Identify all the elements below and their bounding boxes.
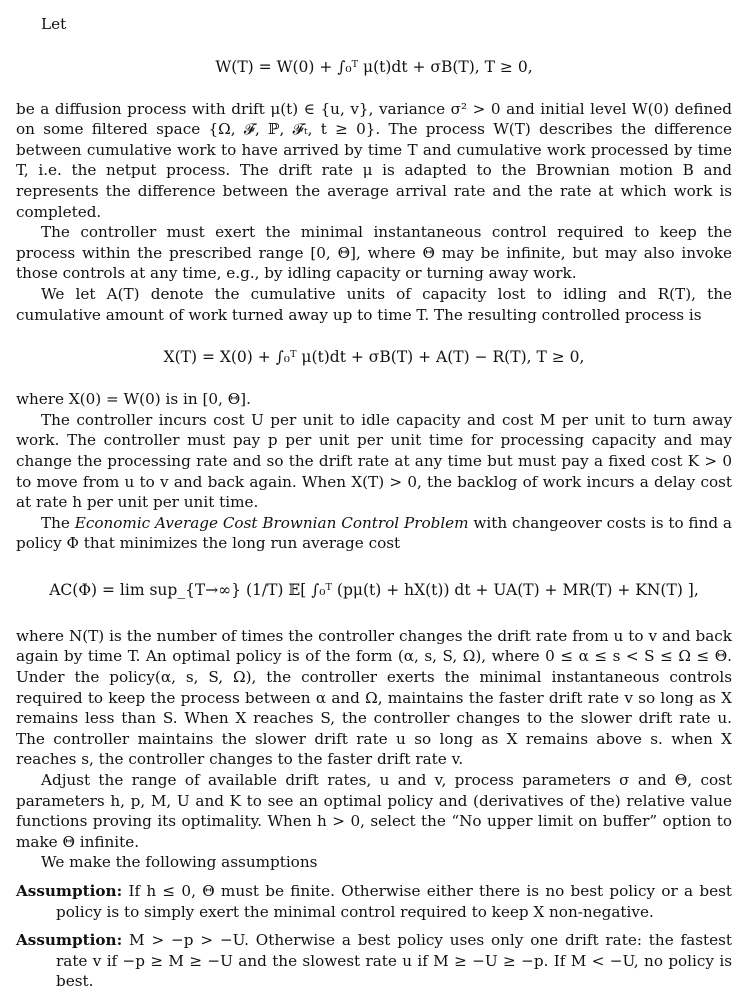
assumption-2-label: Assumption: (16, 931, 123, 950)
intro-text: Let (41, 15, 67, 33)
paragraph-assumptions-intro: We make the following assumptions (41, 853, 318, 872)
equation-x: X(T) = X(0) + ∫₀ᵀ μ(t)dt + σB(T) + A(T) − R(T), T ≥ 0, (163, 348, 585, 367)
paragraph-diffusion: be a diffusion process with drift μ(t) ∈ {u, v}, variance σ² > 0 and initial level W(0) defined on some filtered space {Ω, 𝓕, ℙ, 𝓕ₜ, t ≥ 0}. The process W(T) describes the difference between cumulative work to have arrived by time T and cumulative work processed by time T, i.e. the netput process. The drift rate μ is adapted to the Brownian motion B and represents the difference between the average arrival rate and the rate at which work is completed. (16, 99, 732, 221)
paragraph-policy: where N(T) is the number of times the controller changes the drift rate from u to v and back again by time T. An optimal policy is of the form (α, s, S, Ω), where 0 ≤ α ≤ s < S ≤ Ω ≤ Θ. Under the policy(α, s, S, Ω), the controller exerts the minimal instantaneous controls required to keep the process between α and Ω, maintains the faster drift rate v so long as X remains less than S. When X reaches S, the controller changes to the slower drift rate u. The controller maintains the slower drift rate u so long as X remains above s. when X reaches s, the controller changes to the faster drift rate v. (16, 626, 732, 769)
assumption-1 (16, 881, 732, 922)
paragraph-controller: The controller must exert the minimal instantaneous control required to keep the process within the prescribed range [0, Θ], where Θ may be infinite, but may also invoke those controls at any time, e.g., by idling capacity or turning away work. (16, 223, 732, 283)
paragraph-initial: where X(0) = W(0) is in [0, Θ]. (16, 390, 251, 409)
assumption-2 (16, 930, 732, 992)
problem-pre: The (41, 513, 75, 532)
paragraph-adjust: Adjust the range of available drift rates, u and v, process parameters σ and Θ, cost parameters h, p, M, U and K to see an optimal policy and (derivatives of the) relative value functions proving its optimality. When h > 0, select the “No upper limit on buffer” option to make Θ infinite. (16, 771, 732, 851)
paragraph-controlled-process: We let A(T) denote the cumulative units of capacity lost to idling and R(T), the cumulative amount of work turned away up to time T. The resulting controlled process is (16, 284, 732, 324)
problem-title: Economic Average Cost Brownian Control Problem (74, 513, 469, 532)
equation-average-cost: AC(Φ) = lim sup_{T→∞} (1/T) 𝔼[ ∫₀ᵀ (pμ(t) + hX(t)) dt + UA(T) + MR(T) + KN(T) ], (49, 580, 699, 599)
assumption-1-label: Assumption: (16, 882, 123, 900)
assumption-2-text: M > −p > −U. Otherwise a best policy uses only one drift rate: the fastest rate v if −p ≥ M ≥ −U and the slowest rate u if M ≥ −U ≥ −p. If M < −U, no policy is best. (56, 931, 732, 991)
document-page (16, 8, 732, 992)
assumption-1-text: If h ≤ 0, Θ must be finite. Otherwise either there is no best policy or a best policy is to simply exert the minimal control required to keep X non-negative. (56, 882, 732, 921)
paragraph-costs: The controller incurs cost U per unit to idle capacity and cost M per unit to turn away work. The controller must pay p per unit per unit time for processing capacity and may change the processing rate and so the drift rate at any time but must pay a fixed cost K > 0 to move from u to v and back again. When X(T) > 0, the backlog of work incurs a delay cost at rate h per unit per unit time. (16, 410, 732, 512)
paragraph-problem (16, 513, 732, 554)
equation-w: W(T) = W(0) + ∫₀ᵀ μ(t)dt + σB(T), T ≥ 0, (215, 57, 533, 76)
problem-post: with changeover costs is to find a policy Φ that minimizes the long run average cost (16, 513, 732, 553)
